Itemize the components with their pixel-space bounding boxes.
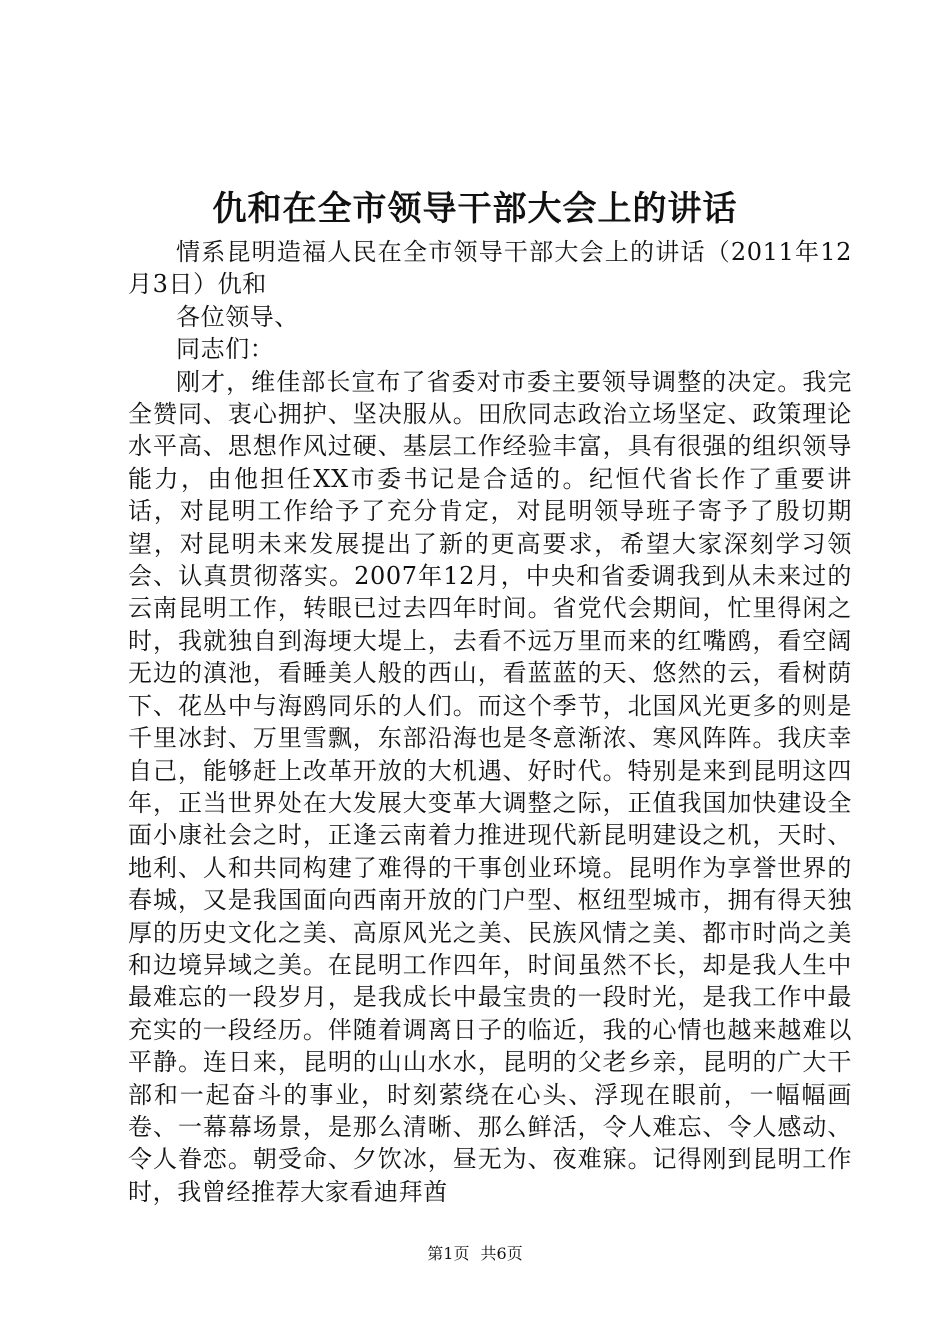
document-body	[128, 236, 852, 1208]
page-number-current: 第1页	[427, 1244, 470, 1263]
document-title: 仇和在全市领导干部大会上的讲话	[212, 189, 738, 229]
page-number-total: 共6页	[480, 1244, 523, 1263]
paragraph-salutation-leaders: 各位领导、	[176, 302, 299, 331]
page-footer	[0, 1242, 950, 1266]
paragraph-main-body: 刚才，维佳部长宣布了省委对市委主要领导调整的决定。我完全赞同、衷心拥护、坚决服从。田欣同志政治立场坚定、政策理论水平高、思想作风过硬、基层工作经验丰富，具有很强的组织领导能力，由他担任XX市委书记是合适的。纪恒代省长作了重要讲话，对昆明工作给予了充分肯定，对昆明领导班子寄予了殷切期望，对昆明未来发展提出了新的更高要求，希望大家深刻学习领会、认真贯彻落实。2007年12月，中央和省委调我到从未来过的云南昆明工作，转眼已过去四年时间。省党代会期间，忙里得闲之时，我就独自到海埂大堤上，去看不远万里而来的红嘴鸥，看空阔无边的滇池，看睡美人般的西山，看蓝蓝的天、悠然的云，看树荫下、花丛中与海鸥同乐的人们。而这个季节，北国风光更多的则是千里冰封、万里雪飘，东部沿海也是冬意渐浓、寒风阵阵。我庆幸自己，能够赶上改革开放的大机遇、好时代。特别是来到昆明这四年，正当世界处在大发展大变革大调整之际，正值我国加快建设全面小康社会之时，正逢云南着力推进现代新昆明建设之机，天时、地利、人和共同构建了难得的干事创业环境。昆明作为享誉世界的春城，又是我国面向西南开放的门户型、枢纽型城市，拥有得天独厚的历史文化之美、高原风光之美、民族风情之美、都市时尚之美和边境异域之美。在昆明工作四年，时间虽然不长，却是我人生中最难忘的一段岁月，是我成长中最宝贵的一段时光，是我工作中最充实的一段经历。伴随着调离日子的临近，我的心情也越来越难以平静。连日来，昆明的山山水水，昆明的父老乡亲，昆明的广大干部和一起奋斗的事业，时刻萦绕在心头、浮现在眼前，一幅幅画卷、一幕幕场景，是那么清晰、那么鲜活，令人难忘、令人感动、令人眷恋。朝受命、夕饮冰，昼无为、夜难寐。记得刚到昆明工作时，我曾经推荐大家看迪拜酋	[128, 367, 852, 1206]
paragraph-salutation-comrades: 同志们：	[176, 335, 275, 364]
paragraph-subtitle: 情系昆明造福人民在全市领导干部大会上的讲话（2011年12月3日）仇和	[128, 238, 852, 299]
